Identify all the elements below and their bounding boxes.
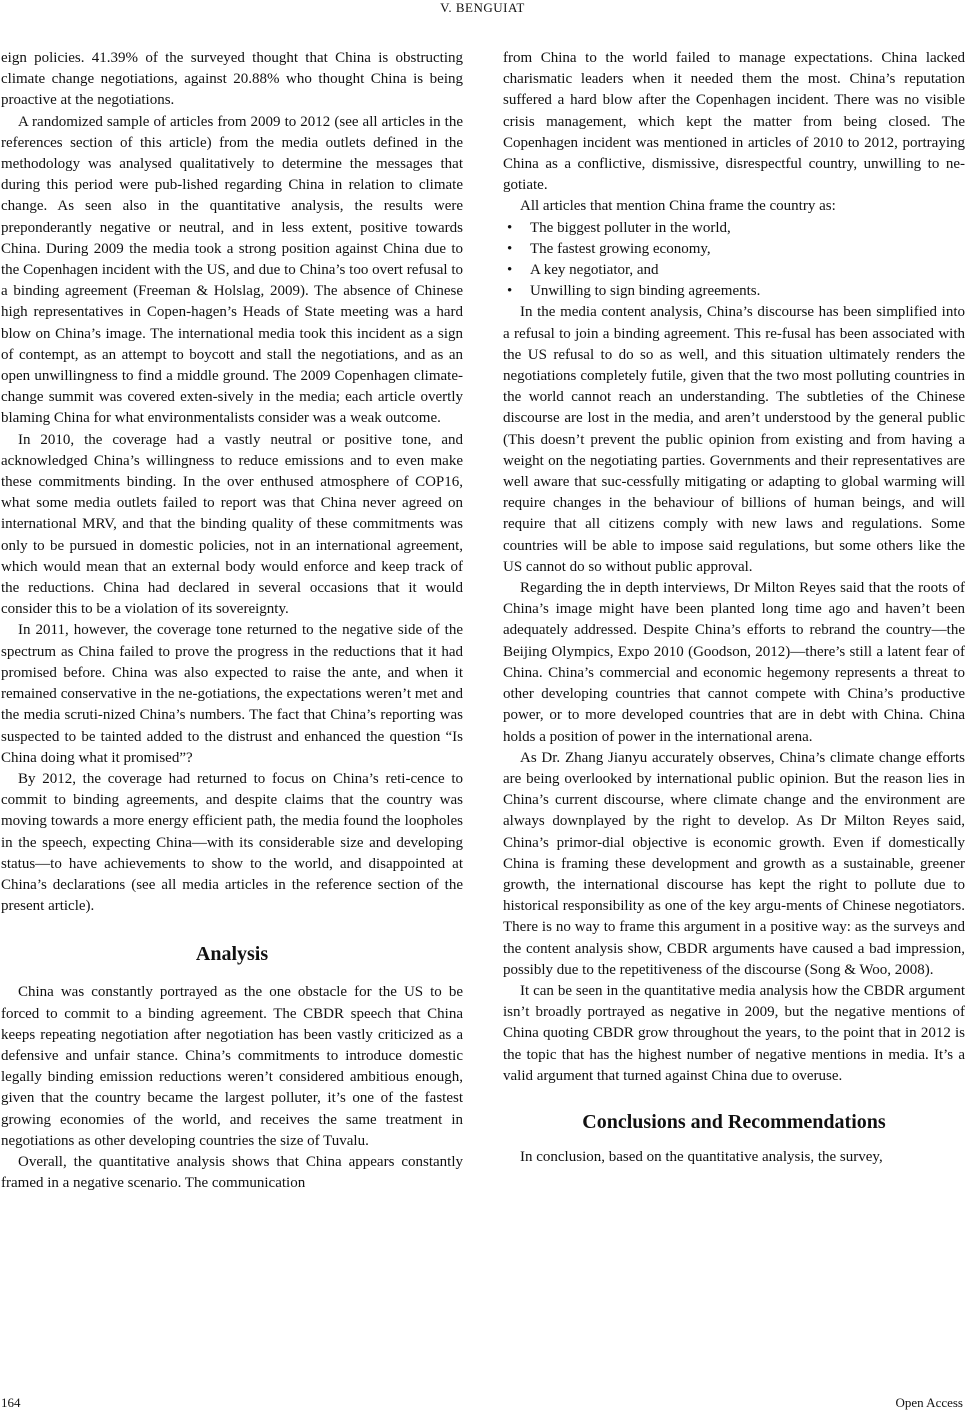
- section-heading-analysis: Analysis: [195, 943, 269, 966]
- body-paragraph: eign policies. 41.39% of the surveyed thought that China is obstructing climate change negotiations, against 20.88% who thought China is being proactive at the negotiations.: [1, 50, 463, 109]
- list-item: [503, 239, 965, 260]
- body-paragraph: In conclusion, based on the quantitative analysis, the survey,: [520, 1148, 883, 1165]
- bullet-icon: •: [507, 219, 513, 236]
- body-paragraph: In 2010, the coverage had a vastly neutral or positive tone, and acknowledged China’s willingness to reduce emissions and to even make these commitments binding. In the over enthused atmosphere of COP16, what some media outlets failed to report was that China never agreed on international MRV, and that the binding quality of these commitments was only to be pursued in domestic policies, not in an international agreement, which would mean that an external body would enforce and keep track of the reductions. China had declared in several occasions that it would consider this to be a violation of its sovereignty.: [1, 431, 463, 618]
- body-paragraph: A randomized sample of articles from 2009 to 2012 (see all articles in the references section of this article) from the media outlets defined in the methodology was analysed qualitatively to determine the messages that during this period were pub-lished regarding China in relation to climate change. As seen also in the quantitative analysis, the results were preponderantly negative or neutral, and in less extent, positive towards China. During 2009 the media took a strong position against China due to the Copenhagen incident with the US, and due to China’s too overt refusal to a binding agreement (Freeman & Holslag, 2009). The absence of Chinese high representatives in Copen-hagen’s Heads of State meeting was a hard blow on China’s image. The international media took this incident as a sign of contempt, as an attempt to boycott and stall the negotiations, and as an open unwillingness to find a middle ground. The 2009 Copenhagen climate-change summit was covered exten-sively in the media; each article overtly blaming China for what environmentalists consider was a weak outcome.: [1, 113, 463, 427]
- list-item: [503, 260, 965, 281]
- bullet-icon: •: [507, 283, 513, 300]
- running-head: V. BENGUIAT: [440, 0, 525, 15]
- bullet-list: [503, 218, 965, 303]
- publisher-label: Open Access: [895, 1395, 963, 1410]
- list-item-text: A key negotiator, and: [530, 262, 659, 279]
- body-paragraph: Regarding the in depth interviews, Dr Milton Reyes said that the roots of China’s image might have been planted long time ago and haven’t been adequately addressed. Despite China’s efforts to rebrand the country—the Beijing Olympics, Expo 2010 (Goodson, 2012)—there’s still a latent fear of China. China’s commercial and economic hegemony represents a threat to other developing countries that cannot compete with China’s productive power, or to more developed countries that are in debt with China. China holds a position of power in the international arena.: [503, 580, 965, 745]
- list-item: [503, 218, 965, 239]
- left-column: [1, 48, 463, 1194]
- body-paragraph: Overall, the quantitative analysis shows that China appears constantly framed in a negative scenario. The communication: [1, 1153, 463, 1192]
- body-paragraph: China was constantly portrayed as the one obstacle for the US to be forced to commit to a binding agreement. The CBDR speech that China keeps repeating negotiation after negotiation has been vastly criticized as a defensive and unfair stance. China’s commitments to introduce domestic legally binding emission reductions weren’t considered ambitious enough, given that the country became the largest polluter, it’s one of the fastest growing economies of the world, and receives the same treatment in negotiations as other developing countries the size of Tuvalu.: [1, 984, 463, 1149]
- section-heading-conclusions: Conclusions and Recommendations: [582, 1110, 886, 1133]
- right-column: [503, 48, 965, 1168]
- body-paragraph: As Dr. Zhang Jianyu accurately observes, China’s climate change efforts are being overlooked by international public opinion. But the reason lies in China’s current discourse, where climate change and the environment are always downplayed by the right to develop. As Dr Milton Reyes said, China’s primor-dial objective is economic growth. Even if domestically China is framing these development and growth as a sustainable, greener growth, the international discourse has kept the right to pollute due to historical responsibility as one of the key argu-ments of Chinese negotiators. There is no way to frame this argument in a positive way: as the surveys and the content analysis show, CBDR arguments have caused a bad impression, possibly due to the repetitiveness of the discourse (Song & Woo, 2008).: [503, 749, 965, 978]
- list-intro: All articles that mention China frame the country as:: [520, 198, 836, 215]
- body-paragraph: By 2012, the coverage had returned to focus on China’s reti-cence to commit to binding agreements, and despite claims that the country was moving towards a more energy efficient path, the media found the loopholes in the speech, expecting China—with its considerable size and developing status—to have achievements to show to the world, and disappointed at China’s declarations (see all media articles in the reference section of the present article).: [1, 770, 463, 915]
- body-paragraph: It can be seen in the quantitative media analysis how the CBDR argument isn’t broadly portrayed as negative in 2009, but the negative mentions of China quoting CBDR grow throughout the years, to the point that in 2012 is the topic that has the highest number of negative mentions in media. It’s a valid argument that turned against China due to overuse.: [503, 982, 965, 1084]
- list-item-text: The biggest polluter in the world,: [530, 219, 731, 236]
- body-paragraph: from China to the world failed to manage expectations. China lacked charismatic leaders when it needed them the most. China’s reputation suffered a hard blow after the Copenhagen incident. There was no visible crisis management, which kept the matter from being closed. The Copenhagen incident was mentioned in articles of 2010 to 2012, portraying China as a conflictive, dismissive, disrespectful country, unwilling to ne-gotiate.: [503, 50, 965, 194]
- bullet-icon: •: [507, 240, 513, 257]
- page-number: 164: [1, 1395, 21, 1410]
- list-item-text: The fastest growing economy,: [530, 240, 711, 257]
- list-item-text: Unwilling to sign binding agreements.: [530, 283, 761, 300]
- bullet-icon: •: [507, 262, 513, 279]
- body-paragraph: In 2011, however, the coverage tone returned to the negative side of the spectrum as China failed to prove the progress in the reductions that it had promised before. China was also expected to raise the ante, and when it remained conservative in the ne-gotiations, the expectations weren’t met and the media scruti-nized China’s numbers. The fact that China’s reporting was suspected to be tainted added to the distrust and enhanced the question “Is China doing what it promised”?: [1, 622, 463, 766]
- body-paragraph: In the media content analysis, China’s discourse has been simplified into a refusal to join a binding agreement. This re-fusal has been associated with the US refusal to do so as well, and this situation ultimately renders the negotiations completely futile, given that the two most polluting countries in the world cannot reach an understanding. The subtleties of the Chinese discourse are lost in the media, and aren’t understood by the general public (This doesn’t prevent the public opinion from existing and from having a weight on the negotiating parties. Governments and their representatives are well aware that suc-cessfully mitigating or adapting to global warming will require changes in the behaviour of billions of human beings, and will require that all citizens comply with new laws and regulations. Some countries will be able to impose said regulations, but some others like the US cannot do so without public approval.: [503, 304, 965, 575]
- list-item: [503, 281, 965, 302]
